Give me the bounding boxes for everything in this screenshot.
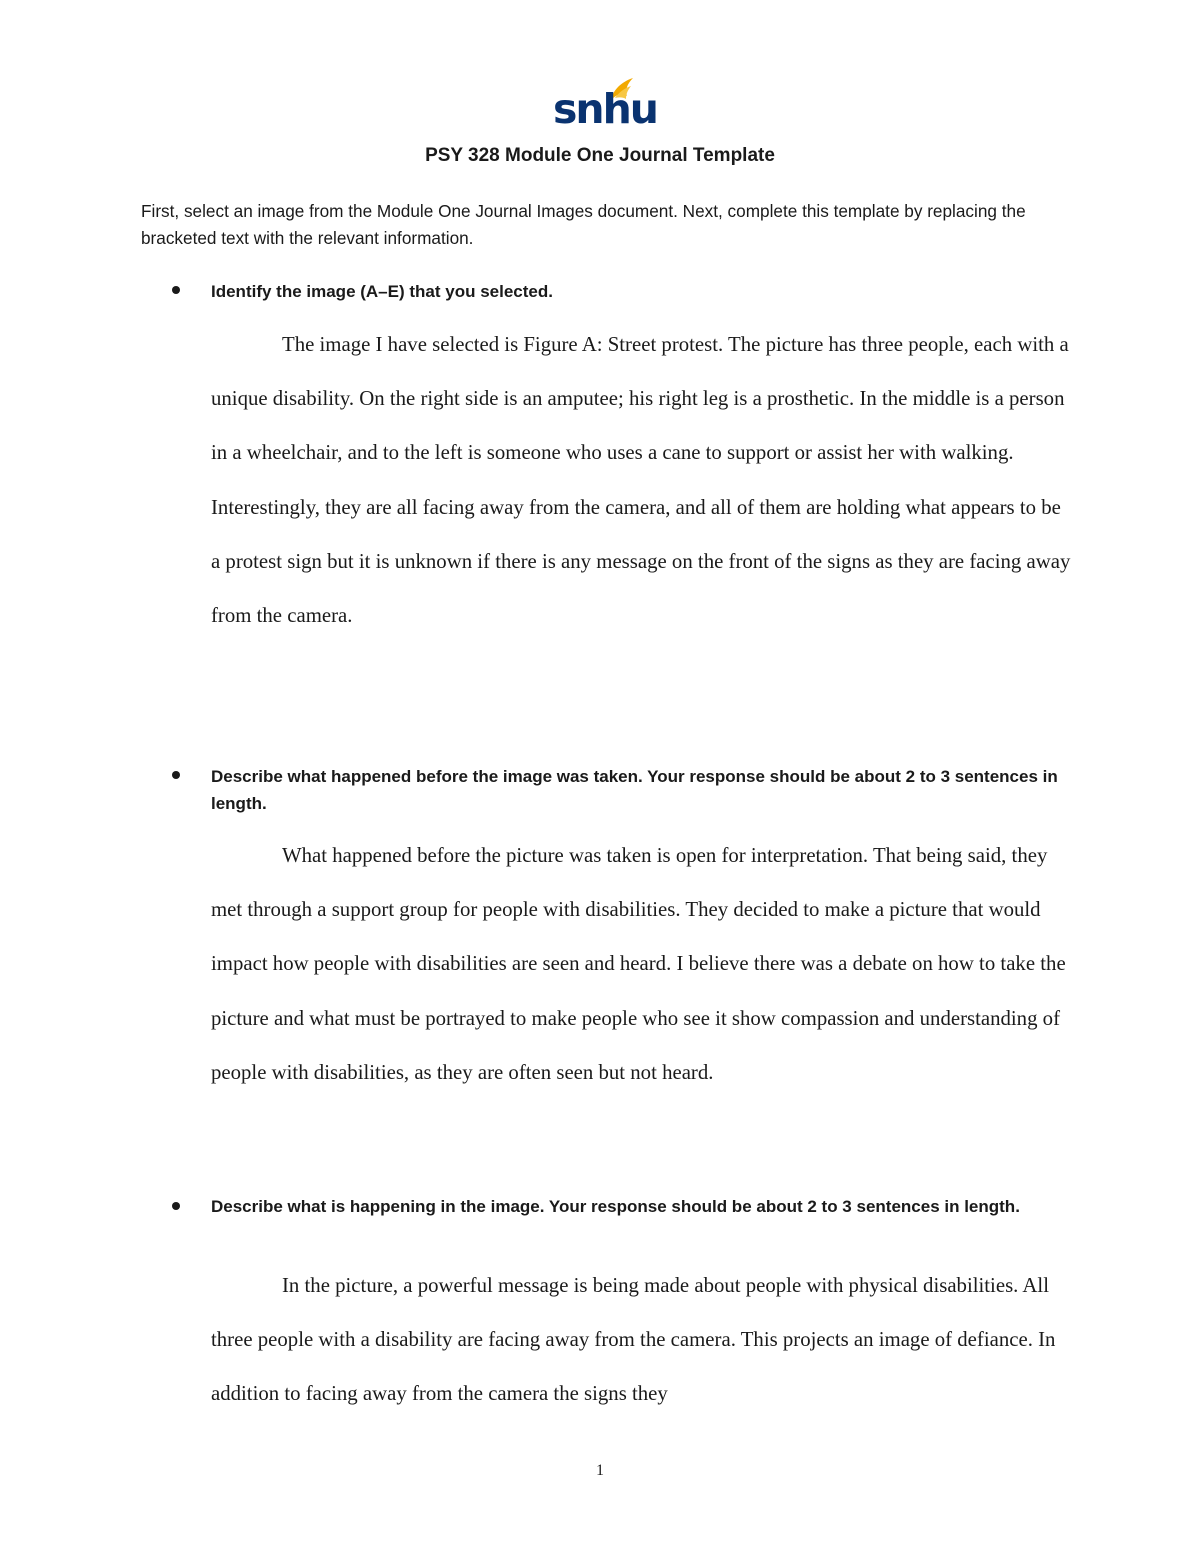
prompt-2: Describe what happened before the image was taken. Your response should be about 2 to 3 sentences in length. <box>211 767 1058 813</box>
prompt-3: Describe what is happening in the image. Your response should be about 2 to 3 sentences in length. <box>211 1197 1020 1216</box>
bullet-icon <box>172 286 180 294</box>
prompt-1: Identify the image (A–E) that you selected. <box>211 282 553 301</box>
response-3: In the picture, a powerful message is being made about people with physical disabilities. All three people with a disability are facing away from the camera. This projects an image of defiance. In addition to facing away from the camera the signs they <box>211 1274 1056 1406</box>
response-2: What happened before the picture was taken is open for interpretation. That being said, they met through a support group for people with disabilities. They decided to make a picture that would impact how people with disabilities are seen and heard. I believe there was a debate on how to take the picture and what must be portrayed to make people who see it show compassion and understanding of people with disabilities, as they are often seen but not heard. <box>211 844 1066 1084</box>
instructions-text: First, select an image from the Module One Journal Images document. Next, complete this template by replacing the bracketed text with the relevant information. <box>141 201 1026 248</box>
snhu-logo <box>553 72 657 134</box>
logo-wordmark: snhu <box>553 85 657 133</box>
document-title: PSY 328 Module One Journal Template <box>425 145 775 166</box>
bullet-icon <box>172 771 180 779</box>
page-number: 1 <box>596 1462 604 1479</box>
bullet-icon <box>172 1202 180 1210</box>
response-1: The image I have selected is Figure A: Street protest. The picture has three people, each with a unique disability. On the right side is an amputee; his right leg is a prosthetic. In the middle is a person in a wheelchair, and to the left is someone who uses a cane to support or assist her with walking. Interestingly, they are all facing away from the camera, and all of them are holding what appears to be a protest sign but it is unknown if there is any message on the front of the signs as they are facing away from the camera. <box>211 333 1071 628</box>
